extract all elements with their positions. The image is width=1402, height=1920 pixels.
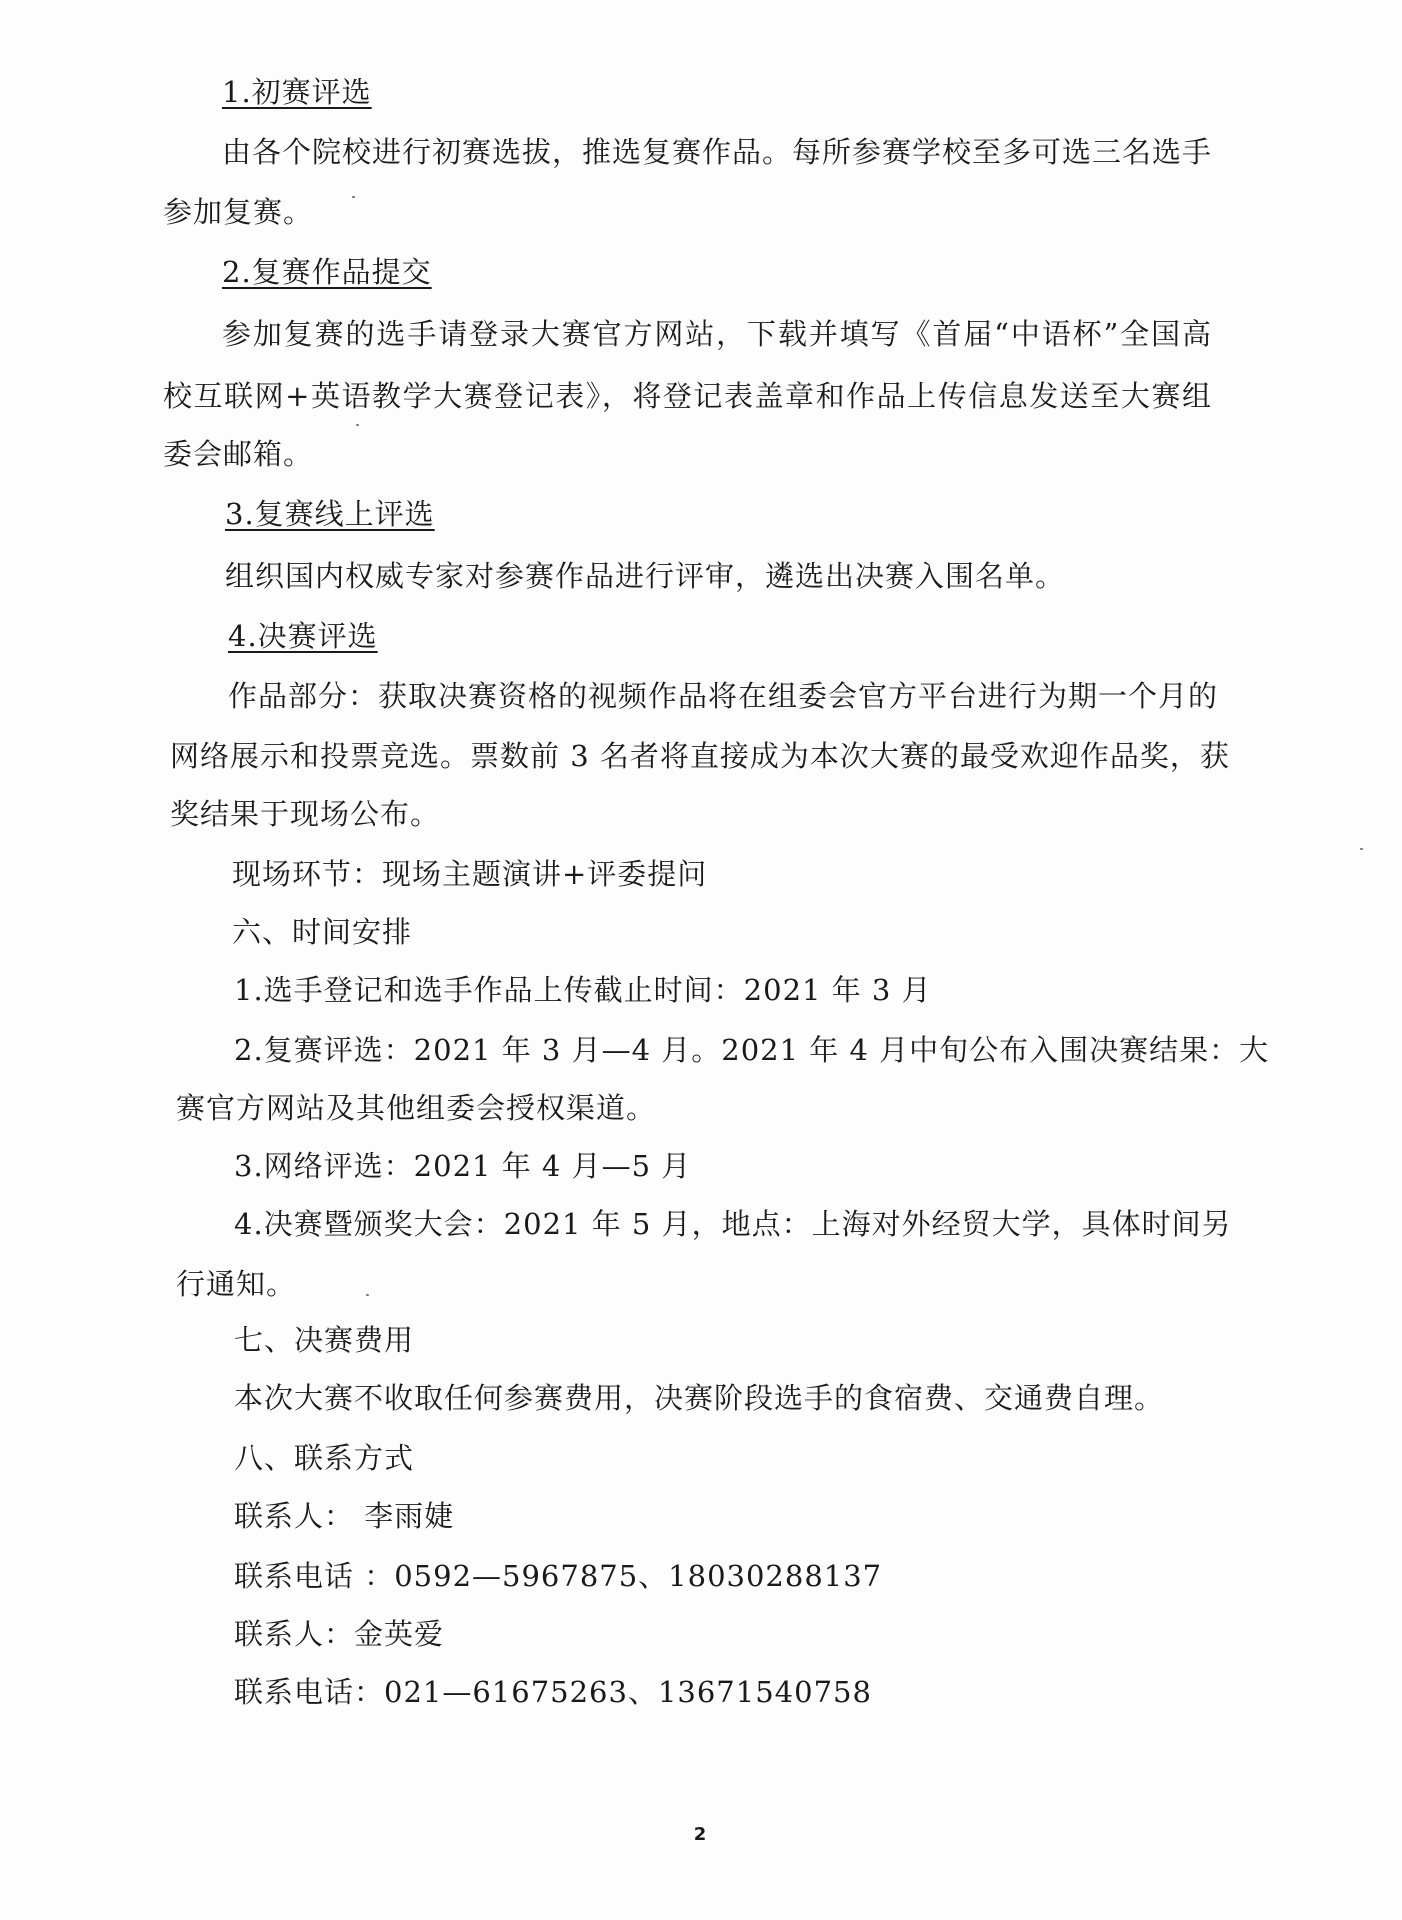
section-heading-contact: 八、联系方式 [234,1441,415,1475]
paragraph-line: 校互联网+英语教学大赛登记表》，将登记表盖章和作品上传信息发送至大赛组 [163,379,1212,413]
heading-preliminary: 1.初赛评选 [222,75,372,109]
paragraph-line: 网络展示和投票竞选。票数前 3 名者将直接成为本次大赛的最受欢迎作品奖，获 [170,739,1230,773]
scan-speck [352,196,355,198]
contact-person: 联系人：金英爱 [234,1617,445,1651]
paragraph-line: 委会邮箱。 [163,437,314,471]
paragraph-line: 现场环节：现场主题演讲+评委提问 [232,857,708,891]
heading-final-selection: 4.决赛评选 [228,619,378,653]
scan-speck [1360,848,1363,850]
schedule-item: 行通知。 [176,1267,297,1301]
section-heading-schedule: 六、时间安排 [232,915,413,949]
paragraph-line: 参加复赛。 [163,195,314,229]
contact-phone: 联系电话：021—61675263、13671540758 [234,1675,872,1709]
heading-online-review: 3.复赛线上评选 [225,497,435,531]
paragraph-line: 组织国内权威专家对参赛作品进行评审，遴选出决赛入围名单。 [225,559,1066,593]
schedule-item: 2.复赛评选：2021 年 3 月—4 月。2021 年 4 月中旬公布入围决赛结果：大 [234,1033,1270,1067]
schedule-item: 赛官方网站及其他组委会授权渠道。 [176,1091,657,1125]
heading-semifinal-submission: 2.复赛作品提交 [222,255,432,289]
paragraph-line: 本次大赛不收取任何参赛费用，决赛阶段选手的食宿费、交通费自理。 [234,1381,1165,1415]
section-heading-fees: 七、决赛费用 [234,1323,415,1357]
page-number: 2 [693,1824,707,1845]
scan-speck [366,1294,369,1296]
paragraph-line: 由各个院校进行初赛选拔，推选复赛作品。每所参赛学校至多可选三名选手 [222,135,1213,169]
contact-person: 联系人： 李雨婕 [234,1499,455,1533]
schedule-item: 1.选手登记和选手作品上传截止时间：2021 年 3 月 [234,973,932,1007]
paragraph-line: 作品部分：获取决赛资格的视频作品将在组委会官方平台进行为期一个月的 [228,679,1219,713]
paragraph-line: 奖结果于现场公布。 [170,797,441,831]
scan-speck [356,424,359,426]
paragraph-line: 参加复赛的选手请登录大赛官方网站，下载并填写《首届“中语杯”全国高 [222,317,1212,351]
contact-phone: 联系电话 ：0592—5967875、18030288137 [234,1559,883,1593]
schedule-item: 3.网络评选：2021 年 4 月—5 月 [234,1149,692,1183]
schedule-item: 4.决赛暨颁奖大会：2021 年 5 月，地点：上海对外经贸大学，具体时间另 [234,1207,1232,1241]
